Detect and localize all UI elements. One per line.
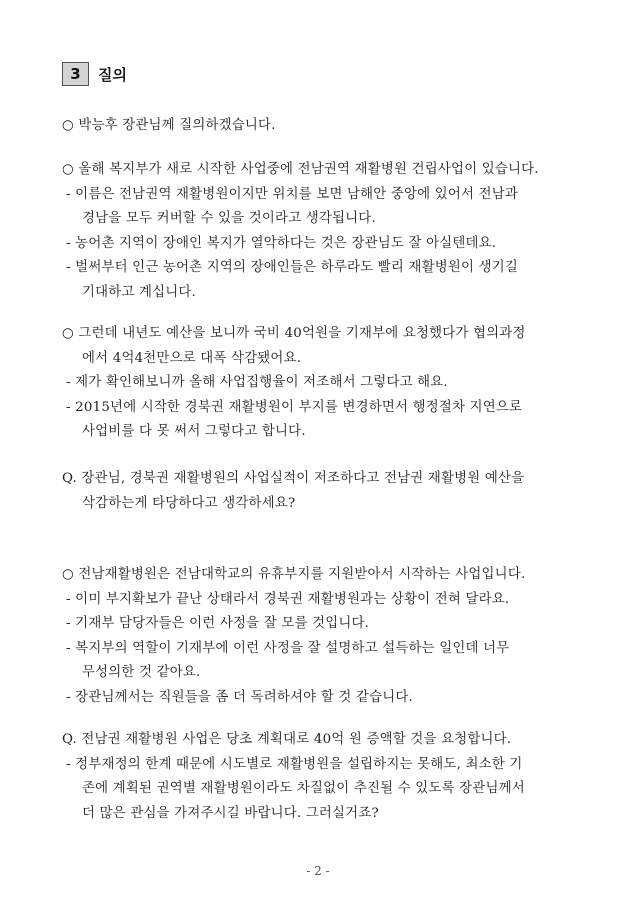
page-number: - 2 - xyxy=(306,864,330,878)
continuation-line: 에서 4억4천만으로 대폭 삭감됐어요. xyxy=(82,350,302,366)
continuation-line: 삭감하는게 타당하다고 생각하세요? xyxy=(82,495,296,511)
section-number-box: 3 xyxy=(62,62,89,86)
dash-line: - 기재부 담당자들은 이런 사정을 잘 모를 것입니다. xyxy=(66,616,370,631)
bullet-line: ○ 박능후 장관님께 질의하겠습니다. xyxy=(62,118,276,133)
paragraph-hospital-intro xyxy=(62,158,562,305)
section-title: 질의 xyxy=(98,65,127,84)
section-heading xyxy=(62,62,127,86)
bullet-line: ○ 올해 복지부가 새로 시작한 사업중에 전남권역 재활병원 건립사업이 있습니다. xyxy=(62,162,539,177)
continuation-line: 더 많은 관심을 가져주시길 바랍니다. 그러실거죠? xyxy=(82,805,379,821)
dash-line: - 복지부의 역할이 기재부에 이런 사정을 잘 설명하고 설득하는 일인데 너무 xyxy=(66,640,510,656)
paragraph-question-1 xyxy=(62,467,562,516)
paragraph-jeonnam-site xyxy=(62,563,562,710)
paragraph-question-2 xyxy=(62,728,562,826)
dash-line: - 제가 확인해보니까 올해 사업집행율이 저조해서 그렇다고 해요. xyxy=(66,375,448,390)
paragraph-greeting xyxy=(62,114,562,139)
continuation-line: 사업비를 다 못 써서 그렇다고 합니다. xyxy=(82,424,306,439)
dash-line: - 장관님께서는 직원들을 좀 더 독려하셔야 할 것 같습니다. xyxy=(66,689,413,705)
dash-line: - 정부재정의 한계 때문에 시도별로 재활병원을 설립하지는 못해도, 최소한 기 xyxy=(66,756,523,772)
dash-line: - 이름은 전남권역 재활병원이지만 위치를 보면 남해안 중앙에 있어서 전남과 xyxy=(66,186,519,202)
paragraph-budget-cut xyxy=(62,322,562,445)
continuation-line: 경남을 모두 커버할 수 있을 것이라고 생각됩니다. xyxy=(82,211,376,226)
continuation-line: 기대하고 계십니다. xyxy=(82,284,196,300)
question-line: Q. 전남권 재활병원 사업은 당초 계획대로 40억 원 증액할 것을 요청합니다. xyxy=(62,732,512,747)
question-line: Q. 장관님, 경북권 재활병원의 사업실적이 저조하다고 전남권 재활병원 예산을 xyxy=(62,471,525,486)
continuation-line: 존에 계획된 권역별 재활병원이라도 차질없이 추진될 수 있도록 장관님께서 xyxy=(82,781,525,796)
continuation-line: 무성의한 것 같아요. xyxy=(82,665,201,680)
dash-line: - 농어촌 지역이 장애인 복지가 열악하다는 것은 장관님도 잘 아실텐데요. xyxy=(66,235,497,251)
dash-line: - 이미 부지확보가 끝난 상태라서 경북권 재활병원과는 상황이 전혀 달라요. xyxy=(66,591,510,607)
dash-line: - 벌써부터 인근 농어촌 지역의 장애인들은 하루라도 빨리 재활병원이 생기길 xyxy=(66,260,519,275)
bullet-line: ○ 전남재활병원은 전남대학교의 유휴부지를 지원받아서 시작하는 사업입니다. xyxy=(62,567,526,582)
dash-line: - 2015년에 시작한 경북권 재활병원이 부지를 변경하면서 행정절차 지연으로 xyxy=(66,399,523,415)
bullet-line: ○ 그런데 내년도 예산을 보니까 국비 40억원을 기재부에 요청했다가 협의과정 xyxy=(62,326,526,341)
